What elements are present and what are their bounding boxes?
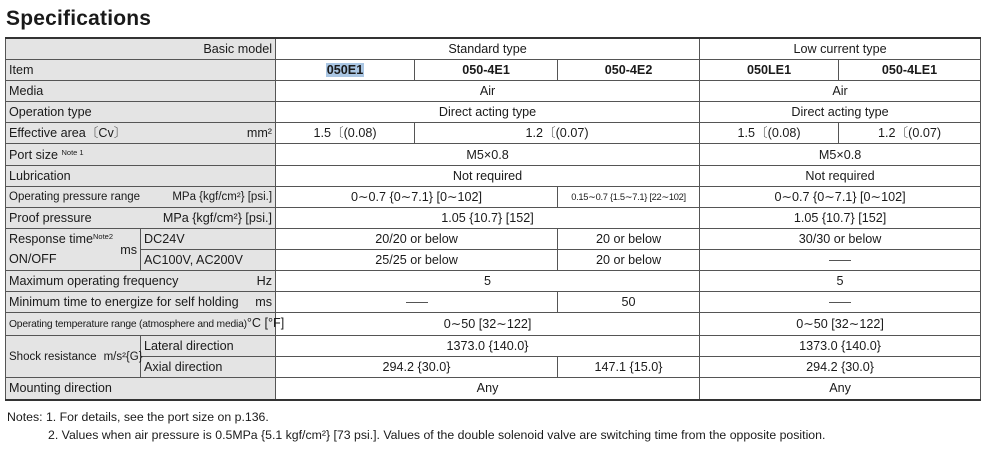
table-row xyxy=(6,357,981,378)
notes xyxy=(7,408,825,444)
temp-range-standard: 0∼50 [32∼122] xyxy=(276,313,700,336)
min-time-050-4e2: 50 xyxy=(558,292,700,313)
min-time-label: Minimum time to energize for self holding ms xyxy=(6,292,276,313)
table-row xyxy=(6,378,981,400)
table-row xyxy=(6,271,981,292)
table-row xyxy=(6,292,981,313)
model-050-4le1-header: 050-4LE1 xyxy=(839,60,981,81)
header-row-type xyxy=(6,38,981,60)
operation-type-label: Operation type xyxy=(6,102,276,123)
table-row xyxy=(6,313,981,336)
table-row xyxy=(6,144,981,165)
operating-pressure-standard: 0∼0.7 {0∼7.1} [0∼102] xyxy=(276,186,558,207)
port-size-note: Note 1 xyxy=(61,147,84,157)
model-050-4e1-header: 050-4E1 xyxy=(415,60,558,81)
temp-range-low: 0∼50 [32∼122] xyxy=(700,313,981,336)
table-row xyxy=(6,186,981,207)
lubrication-label: Lubrication xyxy=(6,165,276,186)
response-time-note: Note2 xyxy=(93,232,114,242)
operating-pressure-050-4e2: 0.15∼0.7 {1.5∼7.1} [22∼102] xyxy=(558,186,700,207)
standard-type-header: Standard type xyxy=(276,38,700,60)
dc24v-label: DC24V xyxy=(141,228,276,249)
table-row xyxy=(6,165,981,186)
table-row xyxy=(6,102,981,123)
basic-model-label: Basic model xyxy=(6,38,276,60)
note-1: Notes: 1. For details, see the port size on p.136. xyxy=(7,410,269,424)
model-050le1-header: 050LE1 xyxy=(700,60,839,81)
header-row-models xyxy=(6,60,981,81)
effective-area-050-4e: 1.2〔(0.07) xyxy=(415,123,700,144)
model-050-4e2-header: 050-4E2 xyxy=(558,60,700,81)
shock-resistance-unit: m/s²{G} xyxy=(103,351,143,364)
proof-pressure-label: Proof pressure MPa {kgf/cm²} [psi.] xyxy=(6,207,276,228)
model-050e1-header[interactable] xyxy=(276,60,415,81)
max-frequency-low: 5 xyxy=(700,271,981,292)
lubrication-low: Not required xyxy=(700,165,981,186)
low-current-type-header: Low current type xyxy=(700,38,981,60)
operation-type-low: Direct acting type xyxy=(700,102,981,123)
response-ac-standard: 25/25 or below xyxy=(276,249,558,270)
min-time-standard xyxy=(276,292,558,313)
shock-axial-050-4e2: 147.1 {15.0} xyxy=(558,357,700,378)
proof-pressure-low: 1.05 {10.7} [152] xyxy=(700,207,981,228)
not-applicable-dash xyxy=(406,302,428,303)
mounting-direction-standard: Any xyxy=(276,378,700,400)
max-frequency-label: Maximum operating frequency Hz xyxy=(6,271,276,292)
mounting-direction-label: Mounting direction xyxy=(6,378,276,400)
media-standard: Air xyxy=(276,81,700,102)
not-applicable-dash xyxy=(829,302,851,303)
response-dc-low: 30/30 or below xyxy=(700,228,981,249)
effective-area-unit: mm² xyxy=(246,126,273,141)
shock-axial-low: 294.2 {30.0} xyxy=(700,357,981,378)
table-row xyxy=(6,336,981,357)
response-time-label: Response time$^{Note2}$ ON/OFF ms xyxy=(6,228,141,270)
max-frequency-unit: Hz xyxy=(256,274,273,289)
table-row xyxy=(6,249,981,270)
effective-area-050le1: 1.5〔(0.08) xyxy=(700,123,839,144)
media-label: Media xyxy=(6,81,276,102)
on-off-label: ON/OFF xyxy=(9,252,57,267)
min-time-low xyxy=(700,292,981,313)
effective-area-label: Effective area〔Cv〕 mm² xyxy=(6,123,276,144)
operating-pressure-label: Operating pressure range MPa {kgf/cm²} [psi.] xyxy=(6,186,276,207)
port-size-low: M5×0.8 xyxy=(700,144,981,165)
effective-area-050e1: 1.5〔(0.08) xyxy=(276,123,415,144)
proof-pressure-unit: MPa {kgf/cm²} [psi.] xyxy=(162,210,273,225)
shock-lateral-low: 1373.0 {140.0} xyxy=(700,336,981,357)
shock-resistance-label: Shock resistance m/s²{G} xyxy=(6,336,141,378)
temp-range-unit: °C [°F] xyxy=(246,316,285,331)
operation-type-standard: Direct acting type xyxy=(276,102,700,123)
port-size-label: Port size $^{Note 1}$ xyxy=(6,144,276,165)
table-row xyxy=(6,207,981,228)
proof-pressure-standard: 1.05 {10.7} [152] xyxy=(276,207,700,228)
ac-label: AC100V, AC200V xyxy=(141,249,276,270)
model-050e1-selected: 050E1 xyxy=(326,63,364,78)
effective-area-050-4le1: 1.2〔(0.07) xyxy=(839,123,981,144)
lateral-direction-label: Lateral direction xyxy=(141,336,276,357)
page-title: Specifications xyxy=(6,7,152,30)
table-row xyxy=(6,81,981,102)
response-ac-050-4e2: 20 or below xyxy=(558,249,700,270)
shock-axial-standard: 294.2 {30.0} xyxy=(276,357,558,378)
mounting-direction-low: Any xyxy=(700,378,981,400)
table-row xyxy=(6,123,981,144)
port-size-standard: M5×0.8 xyxy=(276,144,700,165)
temp-range-label: Operating temperature range (atmosphere and media)°C [°F] xyxy=(6,313,276,336)
not-applicable-dash xyxy=(829,260,851,261)
axial-direction-label: Axial direction xyxy=(141,357,276,378)
media-low: Air xyxy=(700,81,981,102)
note-2: 2. Values when air pressure is 0.5MPa {5.1 kgf/cm²} [73 psi.]. Values of the double solenoid valve are switching time from the opposite position. xyxy=(48,428,826,442)
response-time-unit: ms xyxy=(120,243,137,258)
table-row xyxy=(6,228,981,249)
response-dc-050-4e2: 20 or below xyxy=(558,228,700,249)
shock-lateral-standard: 1373.0 {140.0} xyxy=(276,336,700,357)
lubrication-standard: Not required xyxy=(276,165,700,186)
operating-pressure-low: 0∼0.7 {0∼7.1} [0∼102] xyxy=(700,186,981,207)
max-frequency-standard: 5 xyxy=(276,271,700,292)
item-label: Item xyxy=(6,60,276,81)
specifications-table xyxy=(5,37,981,401)
operating-pressure-unit: MPa {kgf/cm²} [psi.] xyxy=(172,190,273,203)
response-ac-low xyxy=(700,249,981,270)
response-dc-standard: 20/20 or below xyxy=(276,228,558,249)
min-time-unit: ms xyxy=(255,295,273,310)
